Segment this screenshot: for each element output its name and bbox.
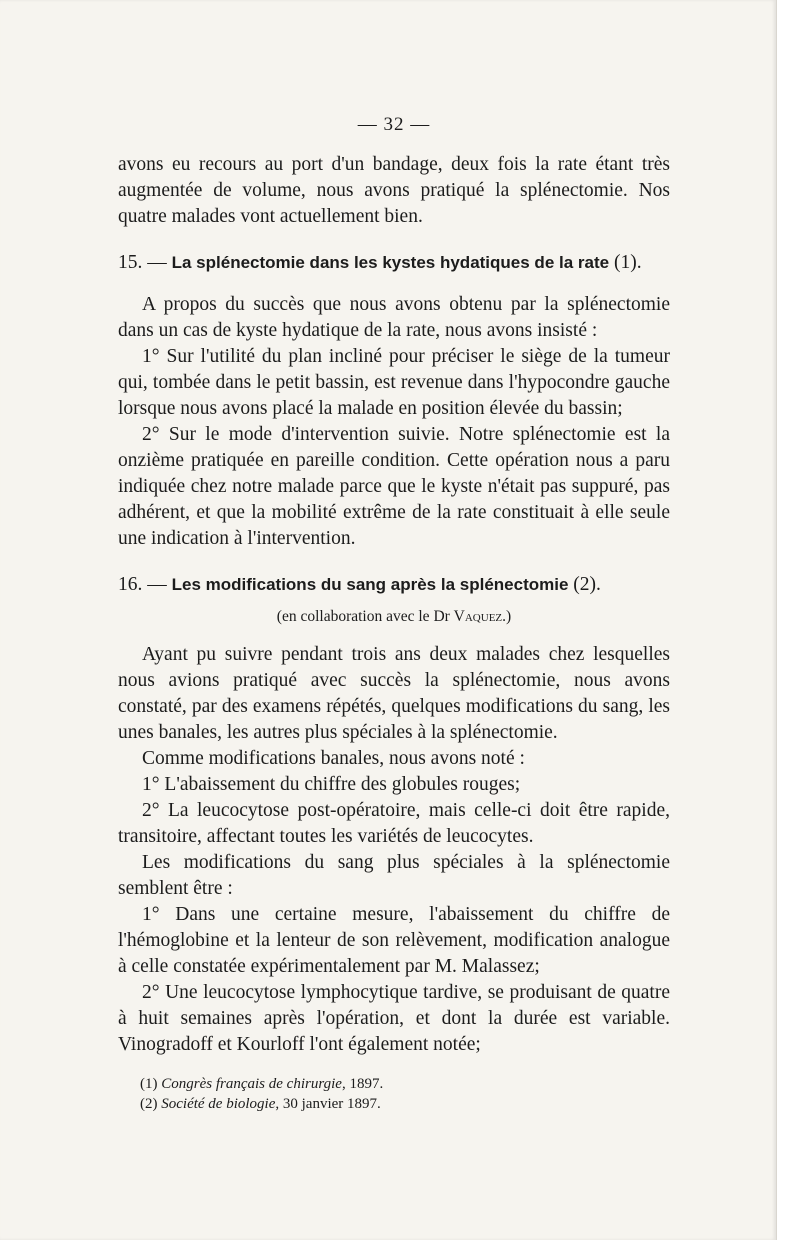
section-16-paragraph: Les modifications du sang plus spéciales à la splénectomie semblent être : bbox=[118, 852, 670, 899]
section-15-paragraph: A propos du succès que nous avons obtenu par la splénectomie dans un cas de kyste hydatique de la rate, nous avons insisté : bbox=[118, 294, 670, 341]
footnote: (2) Société de biologie, 30 janvier 1897. bbox=[140, 1096, 381, 1112]
footnote-source: Société de biologie bbox=[161, 1096, 276, 1112]
section-16-paragraph: Comme modifications banales, nous avons noté : bbox=[142, 748, 525, 769]
section-16-paragraph: 2° La leucocytose post-opératoire, mais celle-ci doit être rapide, transitoire, affectant toutes les variétés de leucocytes. bbox=[118, 800, 670, 847]
section-16-title: Les modifications du sang après la splénectomie bbox=[171, 575, 569, 594]
section-15-title: La splénectomie dans les kystes hydatiques de la rate bbox=[171, 253, 610, 272]
section-16-note-ref: (2). bbox=[568, 574, 601, 595]
section-16-paragraph: 1° Dans une certaine mesure, l'abaissement du chiffre de l'hémoglobine et la lenteur de son relèvement, modification analogue à celle constatée expérimentalement par M. Malassez; bbox=[118, 904, 670, 977]
section-15-number: 15. — bbox=[118, 252, 172, 273]
page-edge bbox=[776, 0, 800, 1240]
footnote-source: Congrès français de chirurgie bbox=[161, 1076, 342, 1092]
section-15-note-ref: (1). bbox=[609, 252, 642, 273]
page-text bbox=[118, 112, 670, 1114]
collaboration-note: (en collaboration avec le Dr Vaquez.) bbox=[276, 608, 512, 625]
page-number: — 32 — bbox=[357, 114, 431, 135]
section-16-heading bbox=[118, 572, 670, 598]
section-16-paragraph: Ayant pu suivre pendant trois ans deux malades chez lesquelles nous avions pratiqué avec succès la splénectomie, nous avons constaté, par des examens répétés, quelques modifications du sang, les unes banales, les autres plus spéciales à la splénectomie. bbox=[118, 644, 670, 743]
section-15-heading bbox=[118, 250, 670, 276]
intro-paragraph: avons eu recours au port d'un bandage, deux fois la rate étant très augmentée de volume, nous avons pratiqué la splénectomie. Nos quatre malades vont actuellement bien. bbox=[118, 154, 670, 227]
section-15-paragraph: 1° Sur l'utilité du plan incliné pour préciser le siège de la tumeur qui, tombée dans le petit bassin, est revenue dans l'hypocondre gauche lorsque nous avons placé la malade en position élevée du bassin; bbox=[118, 346, 670, 419]
section-16-paragraph: 2° Une leucocytose lymphocytique tardive, se produisant de quatre à huit semaines après l'opération, et dont la durée est variable. Vinogradoff et Kourloff l'ont également notée; bbox=[118, 982, 670, 1055]
footnote: (1) Congrès français de chirurgie, 1897. bbox=[140, 1076, 384, 1092]
section-16-number: 16. — bbox=[118, 574, 172, 595]
section-15-paragraph: 2° Sur le mode d'intervention suivie. Notre splénectomie est la onzième pratiquée en pareille condition. Cette opération nous a paru indiquée chez notre malade parce que le kyste n'était pas suppuré, pas adhérent, et que la mobilité extrême de la rate constituait à elle seule une indication à l'intervention. bbox=[118, 424, 670, 549]
footnotes bbox=[118, 1074, 670, 1114]
section-16-paragraph: 1° L'abaissement du chiffre des globules rouges; bbox=[142, 774, 521, 795]
collaborator-name: Vaquez bbox=[453, 608, 503, 625]
